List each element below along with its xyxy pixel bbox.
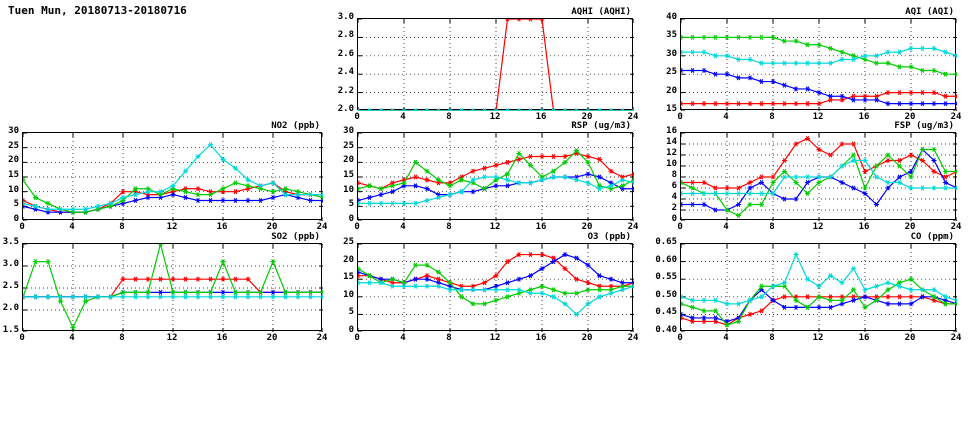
chart-panel-no2	[8, 121, 328, 232]
plot-area-fsp	[680, 132, 956, 220]
ytick-label-aqi: 30	[666, 48, 677, 59]
ytick-label-fsp: 0	[671, 214, 677, 224]
ytick-label-aqi: 40	[666, 12, 677, 22]
chart-title-aqhi: AQHI (AQHI)	[571, 7, 631, 17]
plot-svg-co	[681, 244, 957, 332]
chart-title-fsp: FSP (ug/m3)	[894, 121, 954, 131]
ytick-label-no2: 25	[8, 140, 19, 151]
chart-panel-so2	[2, 232, 328, 343]
series-line-aqhi-day1	[358, 19, 634, 111]
xtick-label-co: 12	[812, 333, 824, 343]
xtick-label-aqhi: 8	[446, 112, 452, 122]
ytick-label-aqhi: 2.0	[337, 104, 354, 114]
xtick-label-aqi: 12	[812, 112, 824, 122]
xtick-label-aqi: 24	[950, 112, 962, 122]
chart-panel-fsp	[666, 121, 962, 232]
xtick-label-no2: 16	[216, 222, 228, 232]
xtick-label-co: 20	[904, 333, 916, 343]
ytick-label-aqhi: 3.0	[337, 12, 354, 22]
plot-area-o3	[357, 243, 633, 331]
xtick-label-no2: 24	[316, 222, 328, 232]
plot-area-so2	[22, 243, 322, 331]
ytick-label-o3: 20	[343, 254, 354, 265]
ytick-label-aqi: 25	[666, 67, 677, 78]
ytick-label-so2: 3.0	[2, 259, 19, 269]
xtick-label-o3: 20	[581, 333, 593, 343]
page-title: Tuen Mun, 20180713-20180716	[8, 4, 187, 17]
ytick-label-aqhi: 2.4	[337, 67, 354, 78]
chart-panel-co	[655, 232, 962, 343]
ytick-label-rsp: 10	[343, 184, 354, 195]
ytick-label-fsp: 12	[666, 148, 677, 158]
xtick-label-aqi: 8	[769, 112, 775, 122]
xtick-label-o3: 24	[627, 333, 639, 343]
chart-title-so2: SO2 (ppb)	[271, 232, 320, 242]
xtick-label-so2: 12	[166, 333, 178, 343]
ytick-label-fsp: 2	[671, 203, 677, 213]
xtick-label-so2: 20	[266, 333, 278, 343]
xtick-label-rsp: 0	[354, 222, 360, 232]
xtick-label-so2: 0	[19, 333, 25, 343]
xtick-label-aqhi: 4	[400, 112, 406, 122]
ytick-label-rsp: 5	[348, 199, 354, 210]
xtick-label-rsp: 12	[489, 222, 501, 232]
series-line-o3-day4	[358, 283, 634, 315]
plot-area-aqhi	[357, 18, 633, 110]
ytick-label-no2: 0	[13, 214, 19, 224]
ytick-label-so2: 3.5	[2, 237, 19, 247]
xtick-label-co: 0	[677, 333, 683, 343]
xtick-label-so2: 24	[316, 333, 328, 343]
xtick-label-co: 24	[950, 333, 962, 343]
xtick-label-rsp: 24	[627, 222, 639, 232]
xtick-label-rsp: 8	[446, 222, 452, 232]
chart-title-no2: NO2 (ppb)	[271, 121, 320, 131]
ytick-label-co: 0.60	[655, 254, 677, 265]
chart-panel-o3	[343, 232, 639, 343]
xtick-label-aqi: 16	[858, 112, 870, 122]
xtick-label-aqhi: 20	[581, 112, 593, 122]
ytick-label-no2: 30	[8, 126, 19, 136]
xtick-label-no2: 20	[266, 222, 278, 232]
plot-area-rsp	[357, 132, 633, 220]
ytick-label-o3: 5	[348, 307, 354, 318]
xtick-label-o3: 0	[354, 333, 360, 343]
plot-svg-fsp	[681, 133, 957, 221]
ytick-label-no2: 5	[13, 199, 19, 210]
ytick-label-fsp: 6	[671, 181, 677, 191]
ytick-label-no2: 20	[8, 155, 19, 166]
xtick-label-so2: 16	[216, 333, 228, 343]
chart-title-aqi: AQI (AQI)	[905, 7, 954, 17]
xtick-label-no2: 8	[119, 222, 125, 232]
ytick-label-rsp: 20	[343, 155, 354, 166]
ytick-label-co: 0.40	[655, 325, 677, 335]
ytick-label-aqhi: 2.2	[337, 85, 354, 96]
ytick-label-aqi: 20	[666, 85, 677, 96]
xtick-label-fsp: 16	[858, 222, 870, 232]
xtick-label-fsp: 20	[904, 222, 916, 232]
plot-svg-rsp	[358, 133, 634, 221]
ytick-label-fsp: 14	[666, 137, 677, 147]
xtick-label-fsp: 12	[812, 222, 824, 232]
xtick-label-o3: 12	[489, 333, 501, 343]
ytick-label-co: 0.55	[655, 272, 677, 283]
xtick-label-rsp: 4	[400, 222, 406, 232]
plot-svg-so2	[23, 244, 323, 332]
ytick-label-fsp: 8	[671, 170, 677, 180]
xtick-label-co: 4	[723, 333, 729, 343]
series-markers-aqhi-day1	[358, 19, 634, 111]
plot-area-no2	[22, 132, 322, 220]
ytick-label-fsp: 10	[666, 159, 677, 169]
xtick-label-so2: 8	[119, 333, 125, 343]
xtick-label-no2: 12	[166, 222, 178, 232]
xtick-label-fsp: 4	[723, 222, 729, 232]
ytick-label-rsp: 30	[343, 126, 354, 136]
ytick-label-co: 0.50	[655, 289, 677, 300]
ytick-label-no2: 15	[8, 170, 19, 180]
ytick-label-aqhi: 2.6	[337, 48, 354, 59]
ytick-label-fsp: 16	[666, 126, 677, 136]
chart-panel-rsp	[343, 121, 639, 232]
ytick-label-o3: 10	[343, 289, 354, 300]
xtick-label-no2: 4	[69, 222, 75, 232]
ytick-label-rsp: 15	[343, 170, 354, 180]
ytick-label-rsp: 25	[343, 140, 354, 151]
ytick-label-rsp: 0	[348, 214, 354, 224]
ytick-label-aqi: 35	[666, 30, 677, 41]
xtick-label-co: 8	[769, 333, 775, 343]
ytick-label-so2: 1.5	[2, 325, 19, 335]
xtick-label-fsp: 24	[950, 222, 962, 232]
xtick-label-fsp: 8	[769, 222, 775, 232]
xtick-label-no2: 0	[19, 222, 25, 232]
ytick-label-so2: 2.0	[2, 303, 19, 313]
ytick-label-o3: 15	[343, 272, 354, 283]
ytick-label-fsp: 4	[671, 192, 677, 202]
plot-area-aqi	[680, 18, 956, 110]
ytick-label-no2: 10	[8, 184, 19, 195]
xtick-label-aqhi: 0	[354, 112, 360, 122]
xtick-label-aqhi: 16	[535, 112, 547, 122]
ytick-label-so2: 2.5	[2, 281, 19, 291]
xtick-label-aqhi: 24	[627, 112, 639, 122]
xtick-label-o3: 8	[446, 333, 452, 343]
chart-panel-aqhi	[337, 7, 639, 122]
xtick-label-rsp: 20	[581, 222, 593, 232]
ytick-label-co: 0.65	[655, 237, 677, 247]
chart-title-o3: O3 (ppb)	[587, 232, 631, 242]
xtick-label-aqhi: 12	[489, 112, 501, 122]
xtick-label-aqi: 4	[723, 112, 729, 122]
chart-panel-aqi	[666, 7, 962, 122]
plot-svg-aqi	[681, 19, 957, 111]
ytick-label-aqi: 15	[666, 104, 677, 114]
series-line-aqi-day1	[681, 93, 957, 104]
series-markers-co-day1	[681, 295, 957, 328]
chart-title-rsp: RSP (ug/m3)	[571, 121, 631, 131]
plot-svg-o3	[358, 244, 634, 332]
plot-area-co	[680, 243, 956, 331]
ytick-label-o3: 25	[343, 237, 354, 247]
plot-svg-aqhi	[358, 19, 634, 111]
ytick-label-o3: 0	[348, 325, 354, 335]
xtick-label-so2: 4	[69, 333, 75, 343]
series-line-fsp-day2	[681, 150, 957, 211]
xtick-label-fsp: 0	[677, 222, 683, 232]
xtick-label-aqi: 0	[677, 112, 683, 122]
xtick-label-rsp: 16	[535, 222, 547, 232]
chart-title-co: CO (ppm)	[910, 232, 954, 242]
xtick-label-o3: 4	[400, 333, 406, 343]
xtick-label-o3: 16	[535, 333, 547, 343]
xtick-label-aqi: 20	[904, 112, 916, 122]
ytick-label-aqhi: 2.8	[337, 30, 354, 41]
ytick-label-co: 0.45	[655, 307, 677, 318]
xtick-label-co: 16	[858, 333, 870, 343]
plot-svg-no2	[23, 133, 323, 221]
